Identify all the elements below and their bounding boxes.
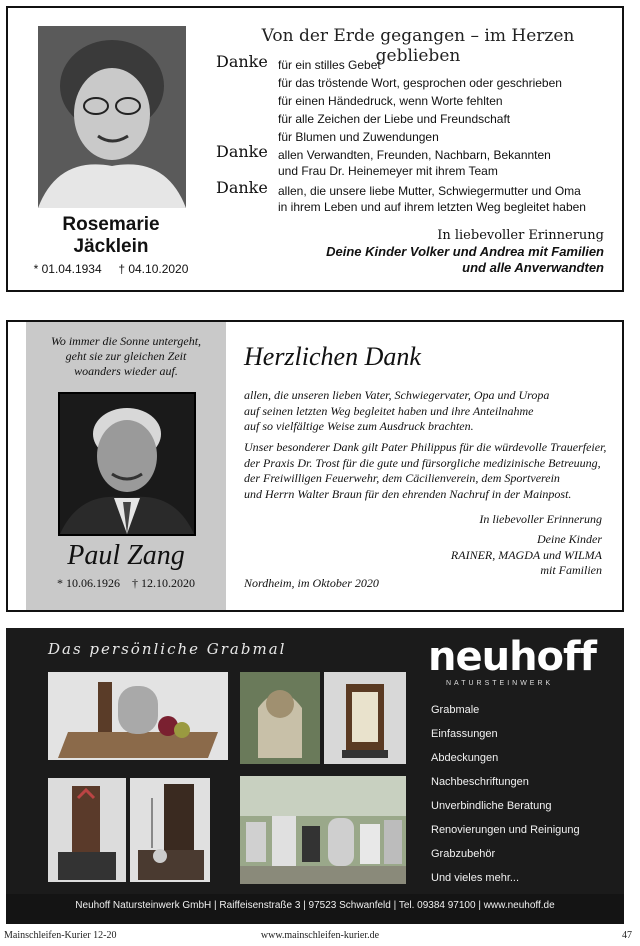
text-line: der Freiwilligen Feuerwehr, dem Cäcilienverein, dem Sportverein bbox=[244, 471, 560, 486]
danke-word-2: Danke bbox=[216, 142, 268, 161]
service-item: Renovierungen und Reinigung bbox=[431, 824, 580, 836]
deceased-last-name: Jäcklein bbox=[73, 236, 149, 257]
place-date: Nordheim, im Oktober 2020 bbox=[244, 576, 379, 590]
thanks-paragraph-2 bbox=[244, 440, 614, 502]
signature-line: Deine Kinder bbox=[537, 532, 602, 546]
poem-line: woanders wieder auf. bbox=[74, 364, 178, 378]
service-item: Grabzubehör bbox=[431, 848, 496, 860]
signature-block bbox=[408, 532, 602, 579]
thanks-heading: Herzlichen Dank bbox=[244, 342, 421, 371]
thanks-line: für das tröstende Wort, gesprochen oder geschrieben bbox=[278, 76, 562, 90]
service-item: Und vieles mehr... bbox=[431, 872, 520, 884]
cemetery-photo bbox=[240, 776, 406, 884]
service-item: Unverbindliche Beratung bbox=[431, 800, 552, 812]
poem-line: Wo immer die Sonne untergeht, bbox=[50, 334, 202, 348]
thanks-line: in ihrem Leben und auf ihrem letzten Weg begleitet haben bbox=[278, 200, 586, 214]
death-date: † 04.10.2020 bbox=[118, 262, 189, 276]
life-dates bbox=[26, 262, 196, 276]
memory-line: In liebevoller Erinnerung bbox=[479, 512, 602, 526]
deceased-name: Paul Zang bbox=[67, 540, 185, 571]
obituary-notice-zang bbox=[6, 320, 624, 612]
text-line: auf so vielfältige Weise zum Ausdruck brachten. bbox=[244, 419, 474, 434]
death-date: † 12.10.2020 bbox=[132, 576, 195, 590]
service-item: Nachbeschriftungen bbox=[431, 776, 529, 788]
motto-heading: Von der Erde gegangen – im Herzen geblieben bbox=[261, 26, 575, 66]
thanks-line: und Frau Dr. Heinemeyer mit ihrem Team bbox=[278, 164, 498, 178]
thanks-paragraph-1 bbox=[244, 388, 614, 435]
deceased-first-name: Rosemarie bbox=[62, 214, 160, 235]
ad-tagline: Das persönliche Grabmal bbox=[48, 640, 287, 658]
portrait-panel bbox=[26, 322, 226, 610]
grave-photo-2 bbox=[48, 778, 126, 882]
signature-line: und alle Anverwandten bbox=[462, 260, 604, 275]
page-footer-left: Mainschleifen-Kurier 12-20 bbox=[4, 930, 117, 941]
signature-line: mit Familien bbox=[540, 563, 602, 578]
birth-date: * 01.04.1934 bbox=[33, 262, 102, 276]
portrait-photo-rosemarie bbox=[38, 26, 186, 208]
life-dates bbox=[26, 576, 226, 591]
ad-contact-line: Neuhoff Natursteinwerk GmbH | Raiffeisenstraße 3 | 97523 Schwanfeld | Tel. 09384 97100 | www.neuhoff.de bbox=[75, 900, 555, 911]
text-line: Unser besonderer Dank gilt Pater Philippus für die würdevolle Trauerfeier, bbox=[244, 440, 607, 454]
thanks-line: für ein stilles Gebet bbox=[278, 58, 381, 72]
lantern-photo bbox=[324, 672, 406, 764]
thanks-line: für einen Händedruck, wenn Worte fehlten bbox=[278, 94, 503, 108]
signature-line: RAINER, MAGDA und WILMA bbox=[450, 547, 602, 562]
poem bbox=[26, 334, 226, 379]
neuhoff-logo-subtitle: NATURSTEINWERK bbox=[446, 680, 554, 687]
grave-photo-4 bbox=[240, 672, 320, 764]
signature-line: Deine Kinder Volker und Andrea mit Familien bbox=[326, 244, 604, 259]
neuhoff-advertisement bbox=[6, 628, 624, 924]
service-item: Abdeckungen bbox=[431, 752, 499, 764]
thanks-line: allen, die unsere liebe Mutter, Schwiegermutter und Oma bbox=[278, 184, 581, 198]
service-item: Einfassungen bbox=[431, 728, 498, 740]
page-number: 47 bbox=[622, 930, 632, 941]
neuhoff-logo: neuhoff bbox=[428, 634, 596, 680]
text-line: allen, die unseren lieben Vater, Schwiegervater, Opa und Uropa bbox=[244, 388, 550, 402]
obituary-notice-jaecklein bbox=[6, 6, 624, 292]
text-line: der Praxis Dr. Trost für die gute und fürsorgliche medizinische Betreuung, bbox=[244, 455, 601, 470]
thanks-line: für Blumen und Zuwendungen bbox=[278, 130, 439, 144]
thanks-line: für alle Zeichen der Liebe und Freundschaft bbox=[278, 112, 511, 126]
service-item: Grabmale bbox=[431, 704, 480, 716]
memory-line: In liebevoller Erinnerung bbox=[437, 228, 604, 243]
thanks-line: allen Verwandten, Freunden, Nachbarn, Bekannten bbox=[278, 148, 551, 162]
danke-word-3: Danke bbox=[216, 178, 268, 197]
text-line: auf seinen letzten Weg begleitet haben und ihre Anteilnahme bbox=[244, 403, 534, 418]
grave-photo-1 bbox=[48, 672, 228, 760]
portrait-photo-paul bbox=[58, 392, 196, 536]
danke-word-1: Danke bbox=[216, 52, 268, 71]
poem-line: geht sie zur gleichen Zeit bbox=[65, 349, 187, 363]
grave-photo-3 bbox=[130, 778, 210, 882]
page-footer-url: www.mainschleifen-kurier.de bbox=[260, 930, 380, 941]
birth-date: * 10.06.1926 bbox=[57, 576, 120, 590]
text-line: und Herrn Walter Braun für den ehrenden Nachruf in der Mainpost. bbox=[244, 486, 572, 501]
